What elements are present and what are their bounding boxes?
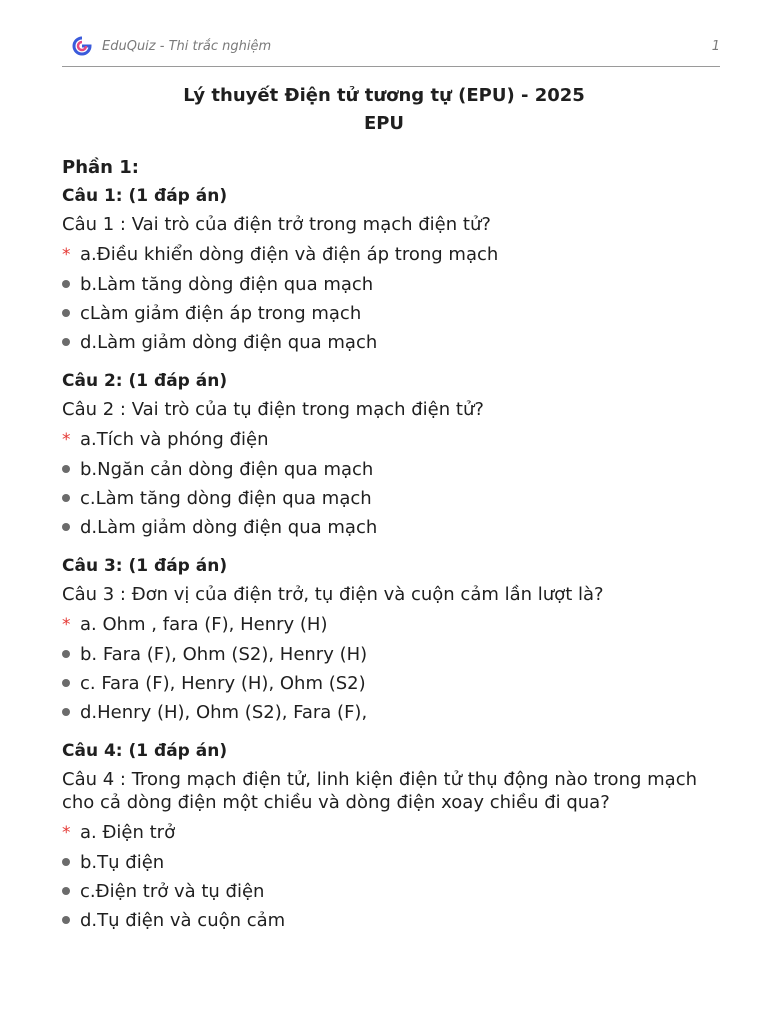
bullet-icon <box>62 906 80 935</box>
option-label: c.Điện trở và tụ điện <box>80 881 265 902</box>
answer-option <box>62 425 722 455</box>
bullet-dot <box>62 280 70 288</box>
answer-option <box>62 669 722 698</box>
bullet-dot <box>62 650 70 658</box>
bullet-dot <box>62 858 70 866</box>
question-text: Câu 4 : Trong mạch điện tử, linh kiện điện tử thụ động nào trong mạch cho cả dòng điện một chiều và dòng điện xoay chiều đi qua? <box>62 769 697 813</box>
bullet-icon <box>62 270 80 299</box>
question <box>62 182 722 357</box>
bullet-icon <box>62 299 80 328</box>
brand-name: EduQuiz - Thi trắc nghiệm <box>102 38 272 54</box>
option-label: a.Tích và phóng điện <box>80 429 269 450</box>
option-label: d.Henry (H), Ohm (S2), Fara (F), <box>80 702 368 723</box>
option-label: a. Điện trở <box>80 822 176 843</box>
bullet-dot <box>62 494 70 502</box>
answer-option <box>62 848 722 877</box>
option-label: d.Làm giảm dòng điện qua mạch <box>80 332 378 353</box>
quiz-content <box>62 154 722 945</box>
answer-option <box>62 698 722 727</box>
correct-marker: * <box>62 430 71 450</box>
answer-option <box>62 610 722 640</box>
document-title: Lý thuyết Điện tử tương tự (EPU) - 2025 <box>183 85 585 106</box>
bullet-dot <box>62 916 70 924</box>
question-head: Câu 1: (1 đáp án) <box>62 186 228 206</box>
bullet-dot <box>62 465 70 473</box>
question-head: Câu 4: (1 đáp án) <box>62 741 228 761</box>
question-text: Câu 2 : Vai trò của tụ điện trong mạch điện tử? <box>62 399 484 420</box>
answer-option <box>62 906 722 935</box>
title-block <box>0 82 768 138</box>
bullet-dot <box>62 679 70 687</box>
option-label: d.Tụ điện và cuộn cảm <box>80 910 286 931</box>
option-label: b. Fara (F), Ohm (S2), Henry (H) <box>80 644 368 665</box>
answer-option <box>62 640 722 669</box>
bullet-icon <box>62 513 80 542</box>
bullet-dot <box>62 338 70 346</box>
option-list <box>62 610 722 727</box>
correct-asterisk-icon <box>62 818 80 848</box>
option-label: a. Ohm , fara (F), Henry (H) <box>80 614 328 635</box>
question-head: Câu 2: (1 đáp án) <box>62 371 228 391</box>
question <box>62 737 722 935</box>
question <box>62 367 722 542</box>
bullet-icon <box>62 698 80 727</box>
correct-asterisk-icon <box>62 425 80 455</box>
option-label: b.Tụ điện <box>80 852 165 873</box>
option-label: d.Làm giảm dòng điện qua mạch <box>80 517 378 538</box>
section-label: Phần 1: <box>62 157 139 178</box>
option-label: b.Ngăn cản dòng điện qua mạch <box>80 459 374 480</box>
bullet-icon <box>62 455 80 484</box>
page-number: 1 <box>711 38 720 54</box>
bullet-icon <box>62 640 80 669</box>
answer-option <box>62 484 722 513</box>
question-head: Câu 3: (1 đáp án) <box>62 556 228 576</box>
bullet-icon <box>62 848 80 877</box>
bullet-dot <box>62 887 70 895</box>
option-label: b.Làm tăng dòng điện qua mạch <box>80 274 374 295</box>
correct-marker: * <box>62 245 71 265</box>
answer-option <box>62 299 722 328</box>
option-label: c. Fara (F), Henry (H), Ohm (S2) <box>80 673 366 694</box>
bullet-dot <box>62 309 70 317</box>
answer-option <box>62 877 722 906</box>
bullet-dot <box>62 523 70 531</box>
answer-option <box>62 455 722 484</box>
bullet-icon <box>62 877 80 906</box>
option-label: c.Làm tăng dòng điện qua mạch <box>80 488 372 509</box>
bullet-dot <box>62 708 70 716</box>
page-header <box>62 30 720 67</box>
option-list <box>62 425 722 542</box>
option-list <box>62 240 722 357</box>
question-text: Câu 1 : Vai trò của điện trở trong mạch điện tử? <box>62 214 491 235</box>
option-label: a.Điều khiển dòng điện và điện áp trong mạch <box>80 244 499 265</box>
question-list <box>62 182 722 935</box>
correct-marker: * <box>62 615 71 635</box>
bullet-icon <box>62 328 80 357</box>
bullet-icon <box>62 484 80 513</box>
bullet-icon <box>62 669 80 698</box>
correct-marker: * <box>62 823 71 843</box>
answer-option <box>62 270 722 299</box>
option-list <box>62 818 722 935</box>
question-text: Câu 3 : Đơn vị của điện trở, tụ điện và cuộn cảm lần lượt là? <box>62 584 604 605</box>
question <box>62 552 722 727</box>
answer-option <box>62 240 722 270</box>
correct-asterisk-icon <box>62 240 80 270</box>
correct-asterisk-icon <box>62 610 80 640</box>
answer-option <box>62 818 722 848</box>
document-subtitle: EPU <box>363 113 405 134</box>
answer-option <box>62 328 722 357</box>
answer-option <box>62 513 722 542</box>
option-label: cLàm giảm điện áp trong mạch <box>80 303 362 324</box>
eduquiz-logo-icon <box>72 36 92 56</box>
